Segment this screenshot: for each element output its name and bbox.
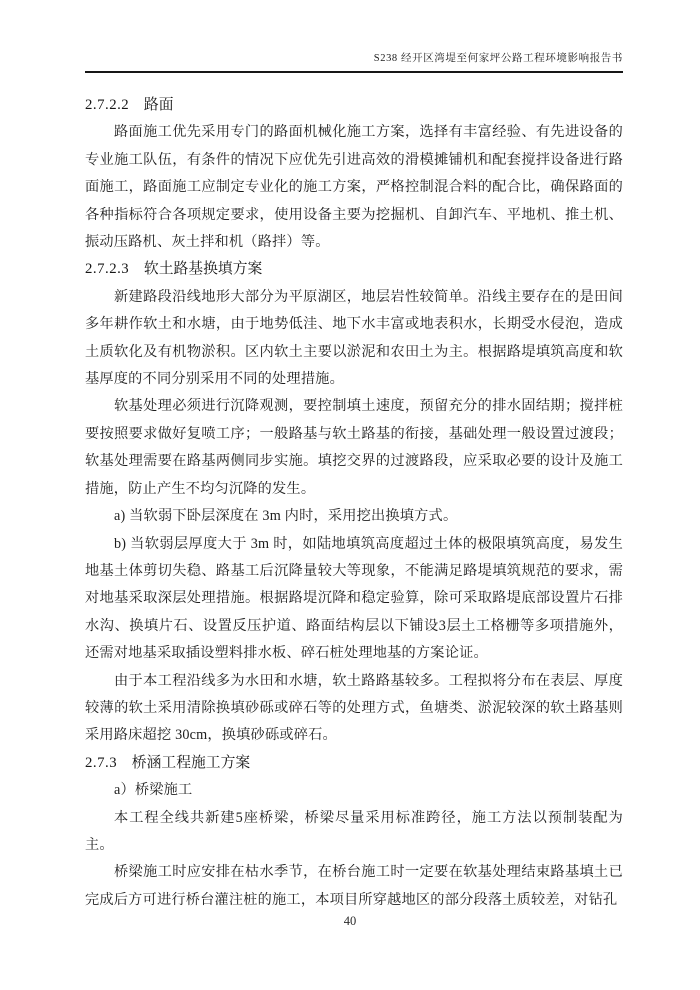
section-heading-2-7-2-3 — [85, 256, 623, 283]
heading-number: 2.7.2.2 — [85, 97, 130, 113]
header-rule — [85, 71, 623, 73]
body-paragraph: 路面施工优先采用专门的路面机械化施工方案，选择有丰富经验、有先进设备的专业施工队伍，有条件的情况下应优先引进高效的滑模摊铺机和配套搅拌设备进行路面施工，路面施工应制定专业化的施工方案，严格控制混合料的配合比，确保路面的各种指标符合各项规定要求，使用设备主要为挖掘机、自卸汽车、平地机、推土机、振动压路机、灰土拌和机（路拌）等。 — [85, 124, 623, 251]
list-item-b: b) 当软弱层厚度大于 3m 时，如陆地填筑高度超过土体的极限填筑高度，易发生地基土体剪切失稳、路基工后沉降量较大等现象，不能满足路堤填筑规范的要求，需对地基采取深层处理措施。根据路堤沉降和稳定验算，除可采取路堤底部设置片石排水沟、换填片石、设置反压护道、路面结构层以下铺设3层土工格栅等多项措施外，还需对地基采取插设塑料排水板、碎石桩处理地基的方案论证。 — [85, 535, 623, 662]
body-paragraph: 软基处理必须进行沉降观测，要控制填土速度，预留充分的排水固结期；搅拌桩要按照要求做好复喷工序；一般路基与软土路基的衔接，基础处理一般设置过渡段；软基处理需要在路基两侧同步实施。填挖交界的过渡路段，应采取必要的设计及施工措施，防止产生不均匀沉降的发生。 — [85, 398, 623, 497]
heading-title: 桥涵工程施工方案 — [131, 754, 251, 771]
running-header-title: S238 经开区湾堤至何家坪公路工程环境影响报告书 — [373, 53, 623, 64]
heading-title: 软土路基换填方案 — [143, 261, 263, 278]
section-heading-2-7-3 — [85, 750, 623, 777]
page-footer — [0, 914, 700, 929]
sub-item-bridge-construction: a）桥梁施工 — [114, 782, 193, 799]
heading-number: 2.7.2.3 — [85, 261, 130, 278]
body-paragraph: 本工程全线共新建5座桥梁，桥梁尽量采用标准跨径，施工方法以预制装配为主。 — [85, 809, 623, 853]
running-header — [85, 50, 623, 65]
document-body — [85, 92, 623, 914]
body-paragraph: 桥梁施工时应安排在枯水季节，在桥台施工时一定要在软基处理结束路基填土已完成后方可进行桥台灌注桩的施工，本项目所穿越地区的部分段落土质较差，对钻孔 — [85, 864, 623, 908]
body-paragraph: 新建路段沿线地形大部分为平原湖区，地层岩性较简单。沿线主要存在的是田间多年耕作软土和水塘，由于地势低洼、地下水丰富或地表积水，长期受水侵泡，造成土质软化及有机物淤积。区内软土主要以淤泥和农田土为主。根据路堤填筑高度和软基厚度的不同分别采用不同的处理措施。 — [85, 288, 623, 388]
page-number: 40 — [343, 914, 357, 928]
body-paragraph: 由于本工程沿线多为水田和水塘，软土路路基较多。工程拟将分布在表层、厚度较薄的软土采用清除换填砂砾或碎石等的处理方式，鱼塘类、淤泥较深的软土路基则采用路床超挖 30cm，换填砂砾或碎石。 — [85, 672, 623, 744]
heading-title: 路面 — [143, 97, 174, 113]
list-item-a: a) 当软弱下卧层深度在 3m 内时，采用挖出换填方式。 — [114, 508, 458, 525]
heading-number: 2.7.3 — [85, 754, 118, 771]
section-heading-2-7-2-2 — [85, 92, 623, 119]
